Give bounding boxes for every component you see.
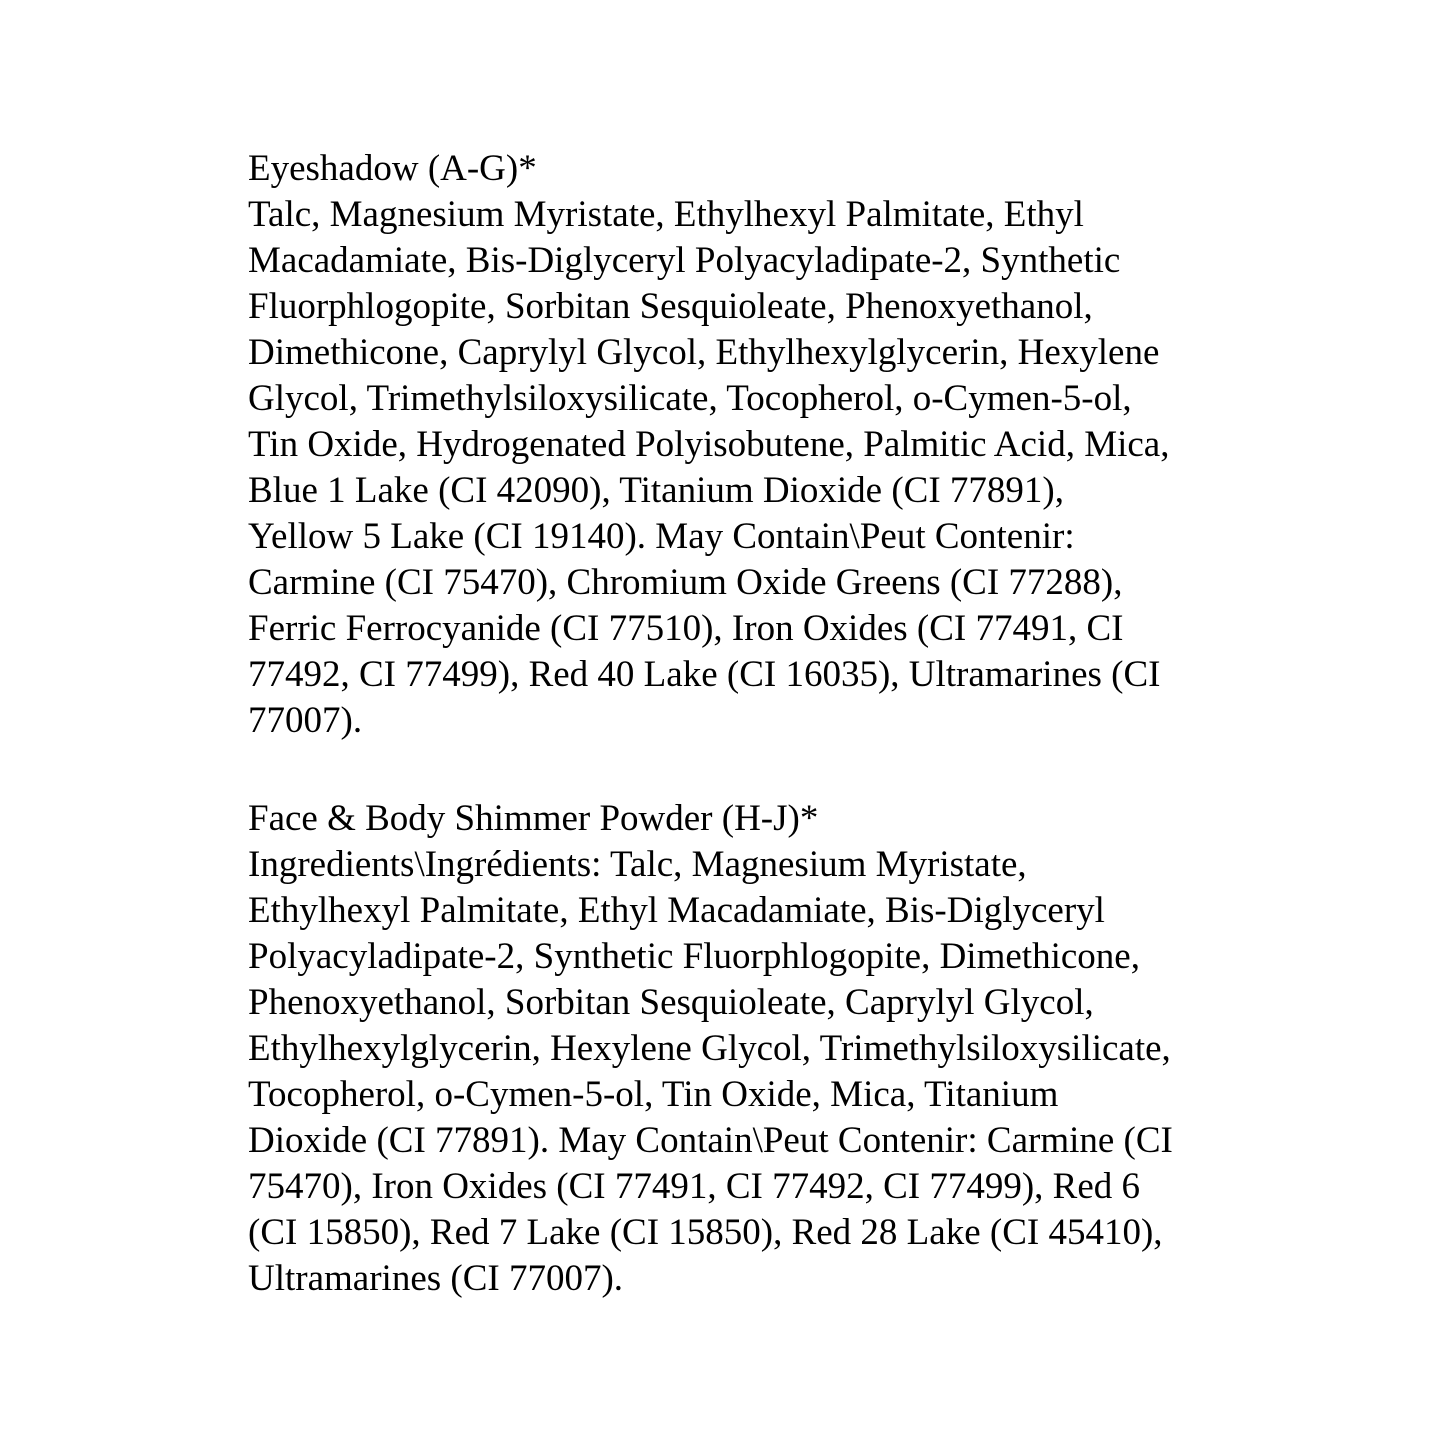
section-face-body-shimmer-powder-body (248, 842, 1238, 1302)
section-eyeshadow (248, 146, 1238, 744)
text-line: 77007). (248, 700, 363, 741)
text-line: Ultramarines (CI 77007). (248, 1258, 624, 1299)
text-line: Yellow 5 Lake (CI 19140). May Contain\Peut Contenir: (248, 516, 1075, 557)
text-line: Glycol, Trimethylsiloxysilicate, Tocopherol, o-Cymen-5-ol, (248, 378, 1132, 419)
text-line: Ingredients\Ingrédients: Talc, Magnesium Myristate, (248, 844, 1027, 885)
text-line: 77492, CI 77499), Red 40 Lake (CI 16035), Ultramarines (CI (248, 654, 1161, 695)
text-line: Tocopherol, o-Cymen-5-ol, Tin Oxide, Mica, Titanium (248, 1074, 1059, 1115)
section-face-body-shimmer-powder (248, 796, 1238, 1302)
text-line: Carmine (CI 75470), Chromium Oxide Greens (CI 77288), (248, 562, 1123, 603)
text-line: Ethylhexyl Palmitate, Ethyl Macadamiate, Bis-Diglyceryl (248, 890, 1105, 931)
text-line: Ethylhexylglycerin, Hexylene Glycol, Trimethylsiloxysilicate, (248, 1028, 1171, 1069)
text-line: Fluorphlogopite, Sorbitan Sesquioleate, Phenoxyethanol, (248, 286, 1093, 327)
text-line: Dimethicone, Caprylyl Glycol, Ethylhexylglycerin, Hexylene (248, 332, 1160, 373)
text-line: Talc, Magnesium Myristate, Ethylhexyl Palmitate, Ethyl (248, 194, 1084, 235)
text-line: 75470), Iron Oxides (CI 77491, CI 77492, CI 77499), Red 6 (248, 1166, 1141, 1207)
section-eyeshadow-body (248, 192, 1238, 744)
text-line: Polyacyladipate-2, Synthetic Fluorphlogopite, Dimethicone, (248, 936, 1140, 977)
text-line: Tin Oxide, Hydrogenated Polyisobutene, Palmitic Acid, Mica, (248, 424, 1170, 465)
text-line: Macadamiate, Bis-Diglyceryl Polyacyladipate-2, Synthetic (248, 240, 1121, 281)
text-line: Ferric Ferrocyanide (CI 77510), Iron Oxides (CI 77491, CI (248, 608, 1124, 649)
text-line: Blue 1 Lake (CI 42090), Titanium Dioxide (CI 77891), (248, 470, 1064, 511)
text-line: Phenoxyethanol, Sorbitan Sesquioleate, Caprylyl Glycol, (248, 982, 1094, 1023)
ingredients-document (248, 146, 1238, 1354)
text-line: Dioxide (CI 77891). May Contain\Peut Contenir: Carmine (CI (248, 1120, 1173, 1161)
section-eyeshadow-title: Eyeshadow (A-G)* (248, 148, 537, 189)
section-face-body-shimmer-powder-title: Face & Body Shimmer Powder (H-J)* (248, 798, 819, 839)
text-line: (CI 15850), Red 7 Lake (CI 15850), Red 28 Lake (CI 45410), (248, 1212, 1163, 1253)
